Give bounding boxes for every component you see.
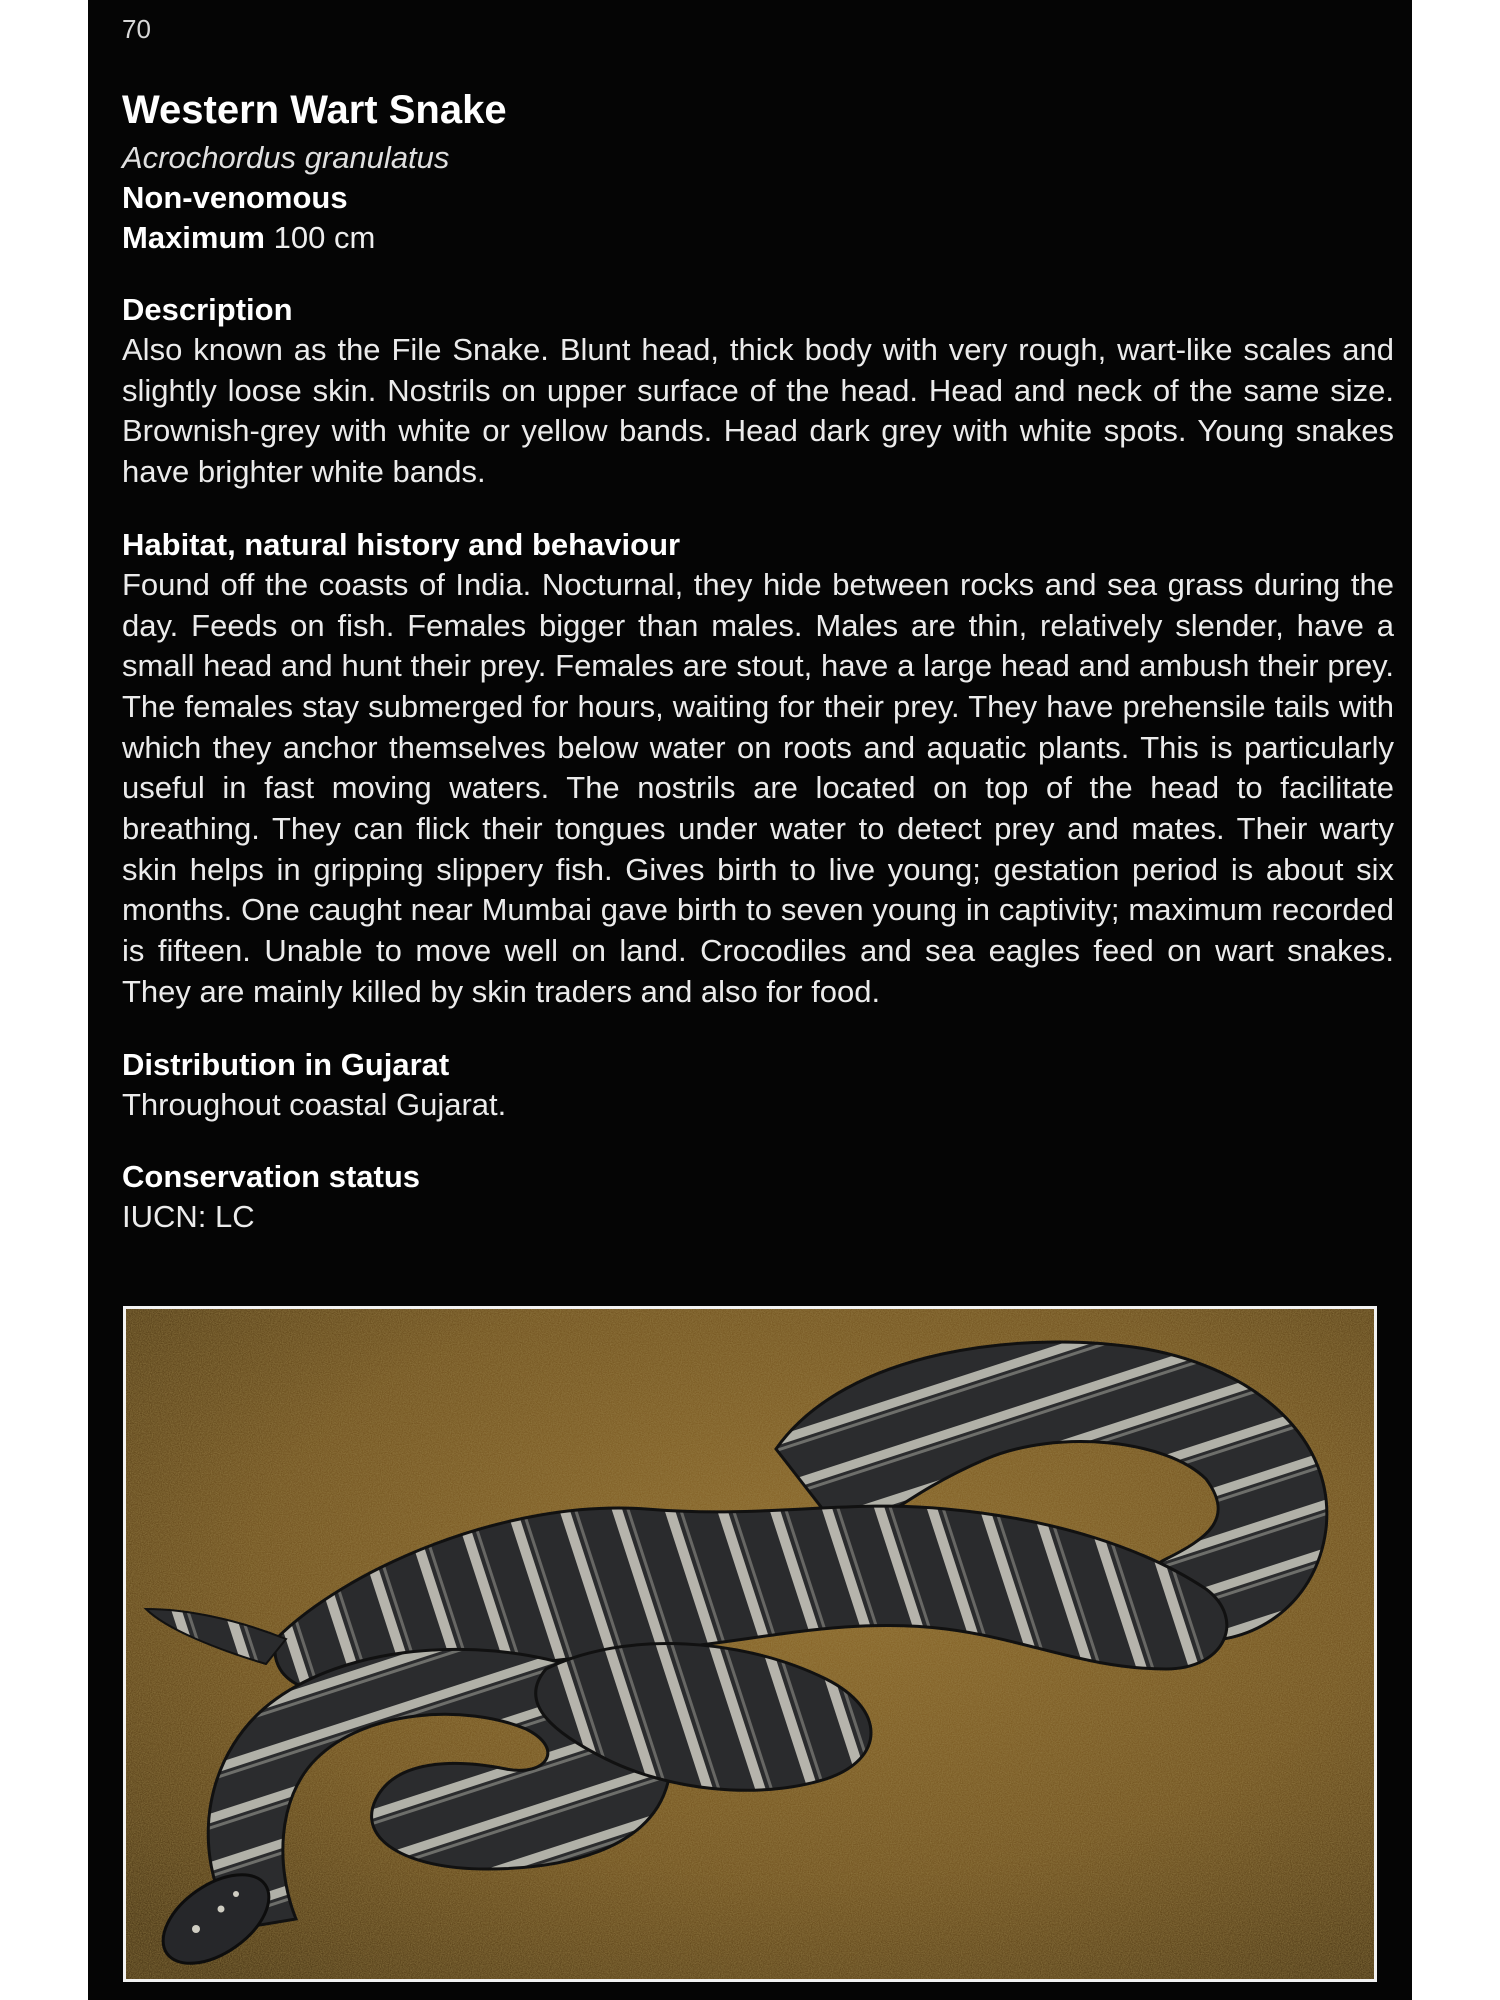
snake-head-spot	[233, 1891, 239, 1897]
venom-status: Non-venomous	[122, 180, 348, 215]
habitat-body: Found off the coasts of India. Nocturnal, they hide between rocks and sea grass during the day. Feeds on fish. Females bigger than males. Males are thin, relatively slender, have a small head and hunt their prey. Females are stout, have a large head and ambush their prey. The females stay submerged for hours, waiting for their prey. They have prehensile tails with which they anchor themselves below water on roots and aquatic plants. This is particularly useful in fast moving waters. The nostrils are located on top of the head to facilitate breathing. They can flick their tongues under water to detect prey and mates. Their warty skin helps in gripping slippery fish. Gives birth to live young; gestation period is about six months. One caught near Mumbai gave birth to seven young in captivity; maximum recorded is fifteen. Unable to move well on land. Crocodiles and sea eagles feed on wart snakes. They are mainly killed by skin traders and also for food.	[122, 566, 1394, 1009]
snake-head-spot	[192, 1925, 200, 1933]
maximum-label: Maximum	[122, 220, 265, 255]
species-common-name: Western Wart Snake	[122, 88, 507, 132]
description-heading: Description	[122, 292, 293, 327]
species-entry	[122, 82, 1394, 1238]
snake-photo	[123, 1306, 1377, 1982]
distribution-body: Throughout coastal Gujarat.	[122, 1086, 507, 1122]
distribution-section	[122, 1045, 1394, 1126]
description-body: Also known as the File Snake. Blunt head, thick body with very rough, wart-like scales and slightly loose skin. Nostrils on upper surface of the head. Head and neck of the same size. Brownish-grey with white or yellow bands. Head dark grey with white spots. Young snakes have brighter white bands.	[122, 332, 1394, 490]
book-page	[88, 0, 1412, 2000]
maximum-length	[122, 218, 1394, 258]
maximum-value: 100 cm	[273, 220, 376, 255]
description-section	[122, 290, 1394, 493]
distribution-heading: Distribution in Gujarat	[122, 1046, 450, 1082]
habitat-section	[122, 525, 1394, 1013]
snake-illustration	[126, 1309, 1374, 1979]
habitat-heading: Habitat, natural history and behaviour	[122, 526, 681, 562]
conservation-section	[122, 1157, 1394, 1238]
conservation-body: IUCN: LC	[122, 1199, 255, 1235]
species-scientific-name: Acrochordus granulatus	[122, 140, 450, 175]
conservation-heading: Conservation status	[122, 1159, 421, 1195]
snake-head-spot	[218, 1906, 225, 1913]
page-number: 70	[122, 14, 151, 44]
